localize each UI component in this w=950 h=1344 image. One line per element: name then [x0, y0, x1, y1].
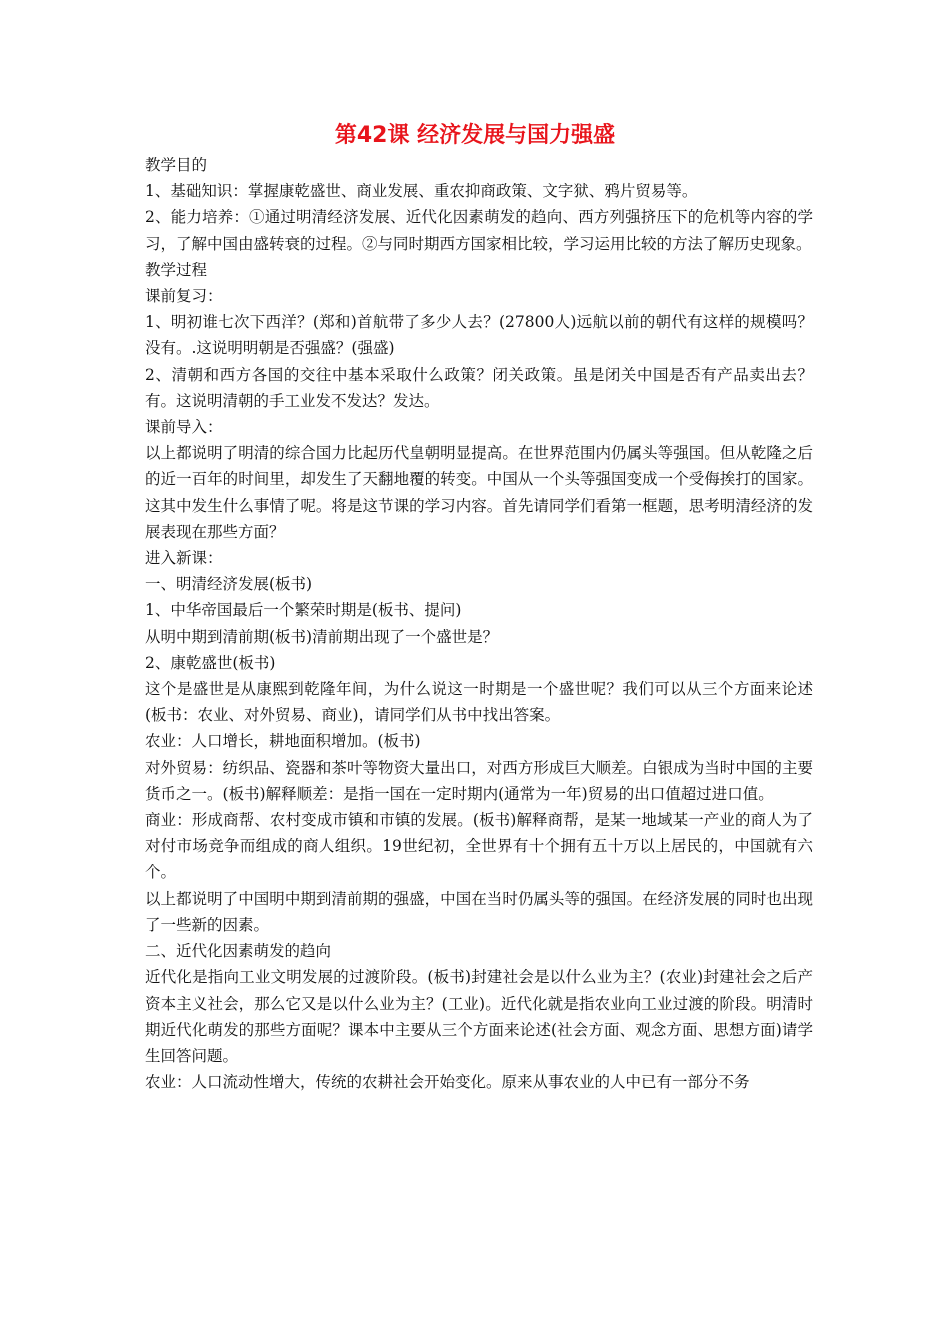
paragraph: 对外贸易：纺织品、瓷器和茶叶等物资大量出口，对西方形成巨大顺差。白银成为当时中国的主要货币之一。(板书)解释顺差：是指一国在一定时期内(通常为一年)贸易的出口值超过进口值。: [145, 758, 813, 803]
section-heading-new-lesson: 进入新课：: [145, 549, 223, 568]
paragraph: 以上都说明了中国明中期到清前期的强盛，中国在当时仍属头等的强国。在经济发展的同时也出现了一些新的因素。: [145, 889, 813, 934]
document-body: [145, 152, 813, 1095]
paragraph: 商业：形成商帮、农村变成市镇和市镇的发展。(板书)解释商帮，是某一地域某一产业的商人为了对付市场竞争而组成的商人组织。19世纪初，全世界有十个拥有五十万以上居民的，中国就有六个。: [145, 811, 813, 882]
section-heading-economy: 一、明清经济发展(板书): [145, 575, 313, 594]
paragraph: 近代化是指向工业文明发展的过渡阶段。(板书)封建社会是以什么业为主？(农业)封建社会之后产资本主义社会，那么它又是以什么业为主？(工业)。近代化就是指农业向工业过渡的阶段。明清时期近代化萌发的那些方面呢？课本中主要从三个方面来论述(社会方面、观念方面、思想方面)请学生回答问题。: [145, 968, 813, 1065]
paragraph: 1、中华帝国最后一个繁荣时期是(板书、提问): [145, 601, 462, 620]
section-heading-review: 课前复习：: [145, 287, 223, 306]
section-heading-process: 教学过程: [145, 260, 208, 279]
paragraph: 2、清朝和西方各国的交往中基本采取什么政策？闭关政策。虽是闭关中国是否有产品卖出去？有。这说明清朝的手工业发不发达？发达。: [145, 365, 813, 410]
paragraph: 1、基础知识：掌握康乾盛世、商业发展、重农抑商政策、文字狱、鸦片贸易等。: [145, 182, 698, 201]
page-title: 第42课 经济发展与国力强盛: [334, 123, 616, 148]
section-heading-intro: 课前导入：: [145, 418, 223, 437]
paragraph: 农业：人口增长，耕地面积增加。(板书): [145, 732, 421, 751]
paragraph: 农业：人口流动性增大，传统的农耕社会开始变化。原来从事农业的人中已有一部分不务: [145, 1073, 750, 1092]
section-heading-objectives: 教学目的: [145, 156, 208, 174]
paragraph: 1、明初谁七次下西洋？(郑和)首航带了多少人去？(27800人)远航以前的朝代有这样的规模吗？没有。.这说明明朝是否强盛？(强盛): [145, 313, 813, 358]
paragraph: 这个是盛世是从康熙到乾隆年间，为什么说这一时期是一个盛世呢？我们可以从三个方面来论述(板书：农业、对外贸易、商业)，请同学们从书中找出答案。: [145, 680, 813, 725]
paragraph: 2、康乾盛世(板书): [145, 653, 276, 672]
paragraph: 从明中期到清前期(板书)清前期出现了一个盛世是？: [145, 627, 499, 646]
paragraph: 2、能力培养：①通过明清经济发展、近代化因素萌发的趋向、西方列强挤压下的危机等内容的学习，了解中国由盛转衰的过程。②与同时期西方国家相比较，学习运用比较的方法了解历史现象。: [145, 208, 813, 253]
section-heading-modernization: 二、近代化因素萌发的趋向: [145, 942, 332, 961]
paragraph: 以上都说明了明清的综合国力比起历代皇朝明显提高。在世界范围内仍属头等强国。但从乾隆之后的近一百年的时间里，却发生了天翻地覆的转变。中国从一个头等强国变成一个受侮挨打的国家。这其中发生什么事情了呢。将是这节课的学习内容。首先请同学们看第一框题，思考明清经济的发展表现在那些方面？: [145, 444, 813, 541]
